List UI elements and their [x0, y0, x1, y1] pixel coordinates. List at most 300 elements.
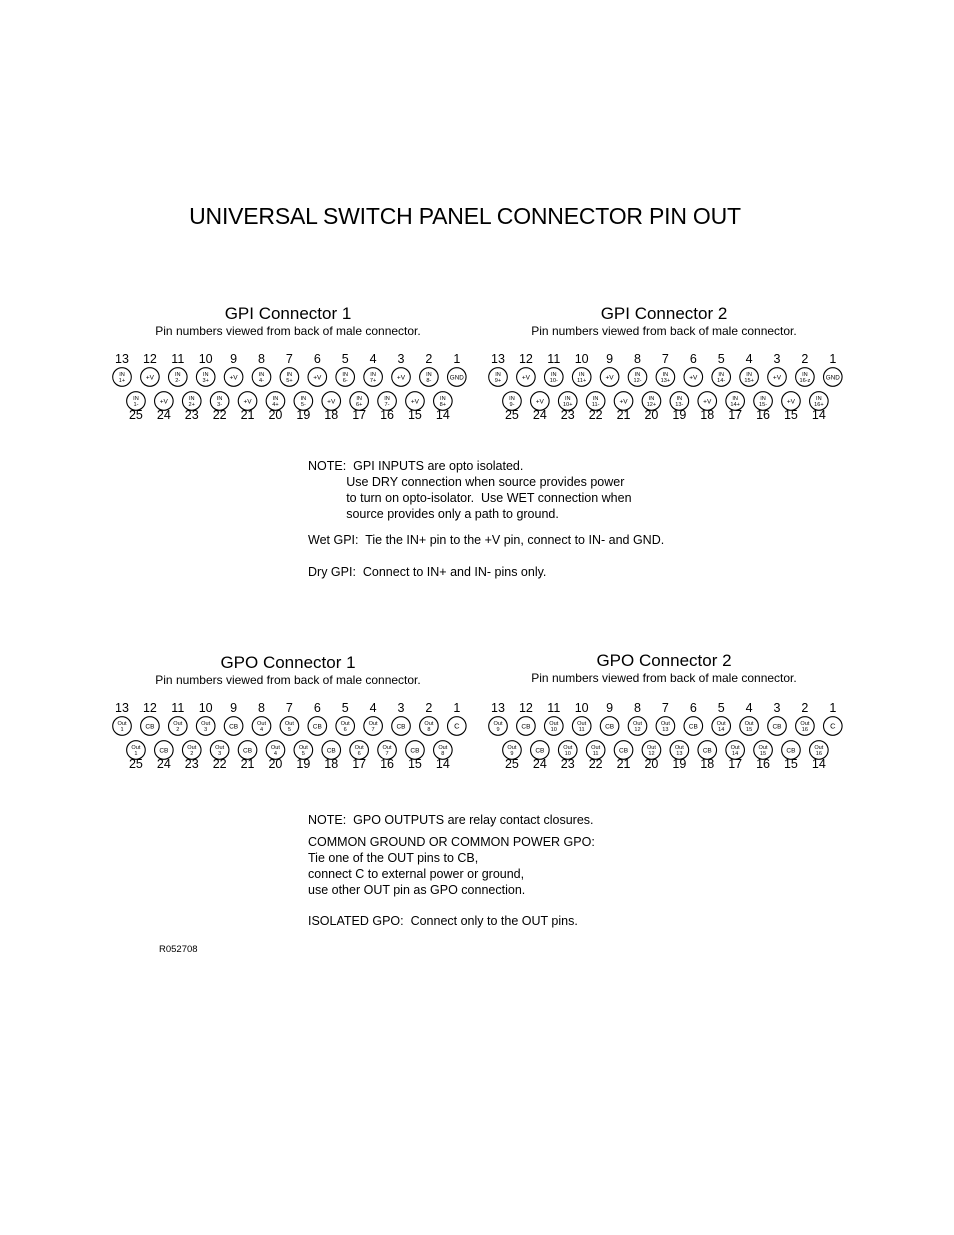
pin-label-top: IN: [426, 371, 432, 378]
pin-label-top: IN: [746, 371, 752, 378]
pin-label-top: IN: [258, 371, 265, 378]
pin-label-bottom: 16-z: [799, 378, 811, 384]
connector-pin: [196, 368, 215, 387]
pin-label-top: IN: [495, 371, 501, 378]
connector-pin: [768, 368, 787, 387]
pin-label-top: Out: [187, 744, 197, 751]
pin-number: 14: [435, 408, 450, 422]
pin-label-top: IN: [509, 395, 515, 402]
pin-label-top: Out: [131, 744, 141, 751]
pin-number: 25: [128, 408, 143, 422]
pin-number: 4: [369, 701, 377, 715]
pin-label-bottom: 2+: [188, 402, 195, 408]
pin-label-bottom: 13+: [660, 378, 671, 384]
pin-number: 16: [756, 757, 771, 771]
pin-number: 17: [352, 408, 367, 422]
pin-label: CB: [702, 747, 712, 755]
pin-label-top: Out: [730, 744, 740, 751]
pin-label-bottom: 10+: [563, 402, 573, 408]
gpi-note-line-4: source provides only a path to ground.: [308, 507, 559, 521]
pin-label-bottom: 6-: [342, 378, 348, 384]
pin-number: 18: [700, 757, 715, 771]
connector-pin: [684, 368, 703, 387]
connector-pin: [572, 717, 591, 736]
pin-label-top: IN: [216, 395, 223, 402]
pin-number: 18: [700, 408, 715, 422]
pin-number: 24: [532, 757, 547, 771]
pin-label-bottom: 2: [176, 727, 180, 733]
pin-number: 10: [198, 352, 213, 366]
pin-label-bottom: 3+: [202, 378, 209, 384]
connector-pin: [113, 717, 132, 736]
pin-number: 13: [491, 352, 505, 366]
pin-number: 11: [547, 701, 561, 715]
pin-number: 3: [397, 701, 405, 715]
pin-label-top: IN: [802, 371, 808, 378]
pin-label-bottom: 8-: [426, 378, 432, 384]
gpi-connector-2: [484, 304, 844, 422]
pin-number: 8: [634, 352, 641, 366]
pin-label-top: IN: [662, 371, 669, 378]
pin-number: 25: [504, 757, 519, 771]
connector-pin: [517, 368, 536, 387]
pin-number: 21: [616, 408, 631, 422]
pin-number: 1: [453, 701, 461, 715]
pin-label: CB: [396, 723, 406, 731]
pin-label-bottom: 15-: [759, 402, 768, 408]
pin-label-top: IN: [592, 395, 599, 402]
gpi-note-line-1: NOTE: GPI INPUTS are opto isolated.: [308, 459, 524, 473]
pin-label-top: IN: [578, 371, 585, 378]
connector-pin: [628, 368, 647, 387]
pin-number: 14: [811, 408, 826, 422]
pin-label-top: IN: [342, 371, 348, 378]
pin-label-bottom: 4+: [272, 402, 279, 408]
pin-number: 22: [212, 757, 227, 771]
connector-pin: [572, 368, 591, 387]
pin-number: 1: [829, 352, 837, 366]
pin-number: 9: [606, 701, 614, 715]
pin-label: CB: [688, 723, 698, 731]
pin-label-bottom: 3: [204, 727, 208, 733]
pin-label: +V: [159, 398, 168, 406]
connector-pin: [824, 717, 843, 736]
connector-pin: [336, 717, 355, 736]
pin-label-top: IN: [175, 371, 181, 378]
pin-number: 5: [341, 352, 349, 366]
pin-number: 11: [171, 701, 185, 715]
pin-number: 19: [672, 408, 687, 422]
pin-label-bottom: 1: [120, 727, 124, 733]
pin-label: +V: [145, 374, 154, 382]
connector-pin: [224, 368, 243, 387]
pin-number: 24: [156, 757, 171, 771]
pin-label: CB: [521, 723, 531, 731]
pin-label-top: Out: [716, 720, 726, 727]
pin-number: 25: [128, 757, 143, 771]
pin-label-bottom: 6: [343, 727, 347, 733]
connector-pin: [196, 717, 215, 736]
pin-number: 2: [801, 352, 809, 366]
pin-label: CB: [786, 747, 796, 755]
connector-pin: [364, 717, 383, 736]
pin-label: +V: [703, 398, 712, 406]
pin-label-bottom: 1-: [133, 402, 139, 408]
connector-pin: [740, 368, 759, 387]
pin-number: 6: [313, 352, 321, 366]
pin-label-top: Out: [201, 720, 211, 727]
pin-number: 14: [811, 757, 826, 771]
pin-label: GND: [825, 374, 840, 382]
pin-label-bottom: 16: [801, 727, 809, 733]
gpo-note-line-5: use other OUT pin as GPO connection.: [308, 883, 526, 897]
pin-number: 1: [453, 352, 461, 366]
pin-label: +V: [689, 374, 698, 382]
connector-pin: [796, 717, 815, 736]
pin-label-top: IN: [564, 395, 571, 402]
pin-label-bottom: 4: [273, 751, 278, 757]
connector-pin: [336, 368, 355, 387]
connector-subtitle: Pin numbers viewed from back of male connector.: [531, 324, 797, 338]
connector-title: GPI Connector 2: [600, 304, 728, 323]
connector-title: GPO Connector 1: [220, 653, 356, 672]
pin-number: 16: [756, 408, 771, 422]
pin-label-top: Out: [800, 720, 810, 727]
pin-label: C: [454, 721, 460, 731]
pin-label-top: Out: [493, 720, 503, 727]
pin-number: 5: [341, 701, 349, 715]
pin-label-top: IN: [356, 395, 362, 402]
pin-number: 20: [268, 757, 283, 771]
pin-label-top: Out: [382, 744, 392, 751]
pin-label-bottom: 1+: [118, 378, 126, 384]
pin-label-bottom: 9: [510, 751, 514, 757]
connector-subtitle: Pin numbers viewed from back of male connector.: [531, 671, 797, 685]
connector-pin: [448, 717, 467, 736]
pin-label-top: IN: [286, 371, 293, 378]
connector-pin: [252, 717, 271, 736]
connector-pin: [740, 717, 759, 736]
pin-number: 21: [616, 757, 631, 771]
pin-number: 2: [425, 352, 433, 366]
pin-label-bottom: 6: [357, 751, 361, 757]
pin-label-bottom: 13: [662, 727, 669, 733]
connector-pin: [768, 717, 787, 736]
pin-label-top: Out: [577, 720, 587, 727]
pin-label-bottom: 11: [592, 751, 599, 757]
connector-pin: [280, 717, 299, 736]
pin-number: 11: [171, 352, 185, 366]
pin-number: 25: [504, 408, 519, 422]
pin-number: 6: [689, 352, 697, 366]
pin-number: 3: [397, 352, 405, 366]
pin-label-bottom: 10-: [549, 378, 558, 384]
connector-pin: [169, 717, 188, 736]
wet-gpi-note: Wet GPI: Tie the IN+ pin to the +V pin, connect to IN- and GND.: [308, 533, 665, 547]
pin-number: 18: [324, 757, 339, 771]
pin-number: 5: [717, 352, 725, 366]
pin-number: 12: [518, 352, 533, 366]
pin-label-top: Out: [117, 720, 127, 727]
gpi-notes: [308, 458, 664, 580]
connector-pin: [656, 368, 675, 387]
connector-pin: [141, 368, 160, 387]
pin-number: 23: [184, 757, 199, 771]
pin-label-top: Out: [814, 744, 824, 751]
pin-number: 16: [380, 757, 395, 771]
pin-label-bottom: 10: [564, 751, 571, 757]
pin-label-bottom: 1: [134, 751, 138, 757]
connector-pinout-diagram: [108, 348, 468, 448]
revision-code: R052708: [159, 944, 198, 955]
pin-number: 12: [142, 701, 157, 715]
pin-number: 17: [352, 757, 367, 771]
pin-label: CB: [159, 747, 169, 755]
pin-number: 7: [285, 352, 293, 366]
pin-label: +V: [605, 374, 614, 382]
gpo-notes: [308, 812, 595, 929]
pin-number: 9: [230, 701, 238, 715]
pin-label: CB: [312, 723, 322, 731]
pin-number: 19: [296, 408, 311, 422]
pin-label: +V: [535, 398, 544, 406]
pin-number: 4: [369, 352, 377, 366]
pin-number: 22: [588, 408, 603, 422]
pin-label-top: IN: [133, 395, 139, 402]
connector-pin: [308, 368, 327, 387]
pin-label: CB: [772, 723, 782, 731]
pin-label-bottom: 11-: [591, 402, 600, 408]
pin-label-bottom: 2-: [175, 378, 181, 384]
pin-label-top: Out: [284, 720, 294, 727]
connector-pin: [684, 717, 703, 736]
pin-label-bottom: 3: [218, 751, 222, 757]
pin-label: CB: [229, 723, 239, 731]
pin-number: 20: [644, 408, 659, 422]
pin-label: CB: [243, 747, 253, 755]
pin-label: CB: [535, 747, 545, 755]
connector-pin: [796, 368, 815, 387]
pin-label-top: IN: [676, 395, 683, 402]
connector-pin: [545, 717, 564, 736]
pin-label-top: IN: [634, 371, 641, 378]
pin-number: 21: [240, 408, 255, 422]
pin-label-top: Out: [674, 744, 684, 751]
connector-pin: [392, 368, 411, 387]
pin-label: +V: [327, 398, 336, 406]
pin-number: 22: [212, 408, 227, 422]
pin-label-top: Out: [758, 744, 768, 751]
pin-label: +V: [772, 374, 782, 382]
pin-label: CB: [605, 723, 615, 731]
pin-label: +V: [396, 374, 406, 382]
gpi-note-line-2: Use DRY connection when source provides power: [308, 475, 625, 489]
pin-number: 17: [728, 757, 743, 771]
pin-label-bottom: 11: [578, 727, 585, 733]
pin-label-bottom: 8: [427, 727, 431, 733]
pin-number: 15: [407, 757, 422, 771]
connector-pin: [252, 368, 271, 387]
pin-number: 4: [745, 701, 753, 715]
pin-label-top: IN: [718, 371, 724, 378]
pin-number: 20: [268, 408, 283, 422]
pin-number: 6: [313, 701, 321, 715]
pin-label: CB: [410, 747, 420, 755]
pin-number: 24: [532, 408, 547, 422]
pin-number: 13: [491, 701, 505, 715]
pin-number: 16: [380, 408, 395, 422]
pin-label-bottom: 7-: [384, 402, 390, 408]
pin-number: 8: [258, 352, 265, 366]
pin-label-top: Out: [424, 720, 434, 727]
pin-label-top: Out: [438, 744, 448, 751]
pin-number: 18: [324, 408, 339, 422]
pin-label-bottom: 16+: [814, 402, 824, 408]
pin-label-top: IN: [732, 395, 738, 402]
pin-number: 12: [518, 701, 533, 715]
pin-label-top: IN: [384, 395, 390, 402]
pin-number: 7: [285, 701, 293, 715]
connector-pin: [656, 717, 675, 736]
isolated-gpo-note: ISOLATED GPO: Connect only to the OUT pins.: [308, 914, 578, 928]
pin-label-bottom: 13-: [675, 402, 684, 408]
pin-number: 24: [156, 408, 171, 422]
pin-label-top: IN: [202, 371, 209, 378]
connector-pin: [824, 368, 843, 387]
pin-label-top: Out: [173, 720, 183, 727]
pin-label: C: [830, 721, 836, 731]
connector-pin: [712, 717, 731, 736]
pin-number: 13: [115, 352, 129, 366]
connector-title: GPI Connector 1: [224, 304, 352, 323]
pin-label-top: Out: [298, 744, 308, 751]
pin-label-top: IN: [760, 395, 766, 402]
gpo-connector-1: [108, 653, 468, 771]
connector-title: GPO Connector 2: [596, 651, 732, 670]
gpo-connector-2: [484, 651, 844, 771]
pin-number: 5: [717, 701, 725, 715]
pin-label-top: Out: [632, 720, 643, 727]
pin-label-top: Out: [563, 744, 573, 751]
pin-label-bottom: 15+: [744, 378, 754, 384]
pin-label-top: Out: [354, 744, 364, 751]
connector-subtitle: Pin numbers viewed from back of male connector.: [155, 673, 421, 687]
pin-label-bottom: 7+: [369, 378, 377, 384]
connector-pin: [141, 717, 160, 736]
pin-label-top: IN: [816, 395, 822, 402]
pin-label-top: IN: [440, 395, 446, 402]
pin-label-bottom: 8: [441, 751, 445, 757]
connector-pin: [600, 368, 619, 387]
pin-label-top: IN: [300, 395, 307, 402]
pin-number: 13: [115, 701, 129, 715]
connector-pin: [545, 368, 564, 387]
pin-label-bottom: 14: [732, 751, 739, 757]
connector-pinout-diagram: [108, 697, 468, 797]
pin-label-bottom: 13: [676, 751, 683, 757]
pin-label: +V: [229, 374, 238, 382]
pin-label-bottom: 12-: [633, 378, 642, 384]
pin-label-bottom: 9+: [494, 378, 502, 384]
pin-label-top: Out: [660, 720, 670, 727]
connector-pin: [420, 717, 439, 736]
pin-number: 9: [606, 352, 614, 366]
connector-pin: [169, 368, 188, 387]
pin-label-bottom: 9: [496, 727, 500, 733]
connector-pin: [712, 368, 731, 387]
pin-number: 8: [634, 701, 641, 715]
connector-pin: [308, 717, 327, 736]
pin-label-bottom: 6+: [355, 402, 363, 408]
pin-number: 23: [560, 757, 575, 771]
pin-label-bottom: 14-: [717, 378, 726, 384]
connector-pin: [364, 368, 383, 387]
pin-number: 20: [644, 757, 659, 771]
pin-number: 1: [829, 701, 837, 715]
pin-label: +V: [786, 398, 796, 406]
connector-subtitle: Pin numbers viewed from back of male connector.: [155, 324, 421, 338]
pin-number: 2: [425, 701, 433, 715]
pin-label-top: Out: [507, 744, 517, 751]
pin-label-top: Out: [256, 720, 267, 727]
pin-label-bottom: 3-: [217, 402, 223, 408]
pin-label-bottom: 16: [815, 751, 822, 757]
pin-number: 8: [258, 701, 265, 715]
pin-label-top: IN: [551, 371, 557, 378]
pin-label-top: Out: [549, 720, 559, 727]
gpo-note-line-4: connect C to external power or ground,: [308, 867, 525, 881]
pin-label-bottom: 12: [634, 727, 641, 733]
pin-number: 10: [574, 701, 589, 715]
pin-label-bottom: 4: [259, 727, 264, 733]
connector-pin: [600, 717, 619, 736]
pin-number: 10: [574, 352, 589, 366]
pin-label-top: Out: [591, 744, 601, 751]
pin-label: +V: [619, 398, 628, 406]
pin-number: 6: [689, 701, 697, 715]
pin-label-top: Out: [340, 720, 350, 727]
pin-label-bottom: 11+: [577, 378, 587, 384]
connector-pin: [113, 368, 132, 387]
pin-number: 21: [240, 757, 255, 771]
page-title: UNIVERSAL SWITCH PANEL CONNECTOR PIN OUT: [189, 203, 741, 229]
pin-label: CB: [145, 723, 155, 731]
pin-number: 7: [661, 701, 669, 715]
pin-number: 3: [773, 352, 781, 366]
pin-label: CB: [326, 747, 336, 755]
pin-number: 14: [435, 757, 450, 771]
pin-label-bottom: 5: [301, 751, 305, 757]
pin-number: 15: [783, 408, 798, 422]
pin-label: CB: [619, 747, 629, 755]
pin-label-top: IN: [188, 395, 195, 402]
pin-label-top: Out: [215, 744, 225, 751]
pin-label-bottom: 8+: [439, 402, 447, 408]
connector-pin: [392, 717, 411, 736]
connector-pinout-diagram: [484, 348, 844, 448]
pin-number: 3: [773, 701, 781, 715]
gpi-connector-1: [108, 304, 468, 422]
gpo-note-line-1: NOTE: GPO OUTPUTS are relay contact closures.: [308, 813, 594, 827]
pin-label-bottom: 7: [385, 751, 389, 757]
pin-label-bottom: 14+: [730, 402, 740, 408]
pin-number: 7: [661, 352, 669, 366]
pin-number: 15: [407, 408, 422, 422]
pin-label: GND: [449, 374, 464, 382]
pin-label-top: Out: [270, 744, 280, 751]
gpo-note-line-3: Tie one of the OUT pins to CB,: [308, 851, 479, 865]
pin-number: 9: [230, 352, 238, 366]
